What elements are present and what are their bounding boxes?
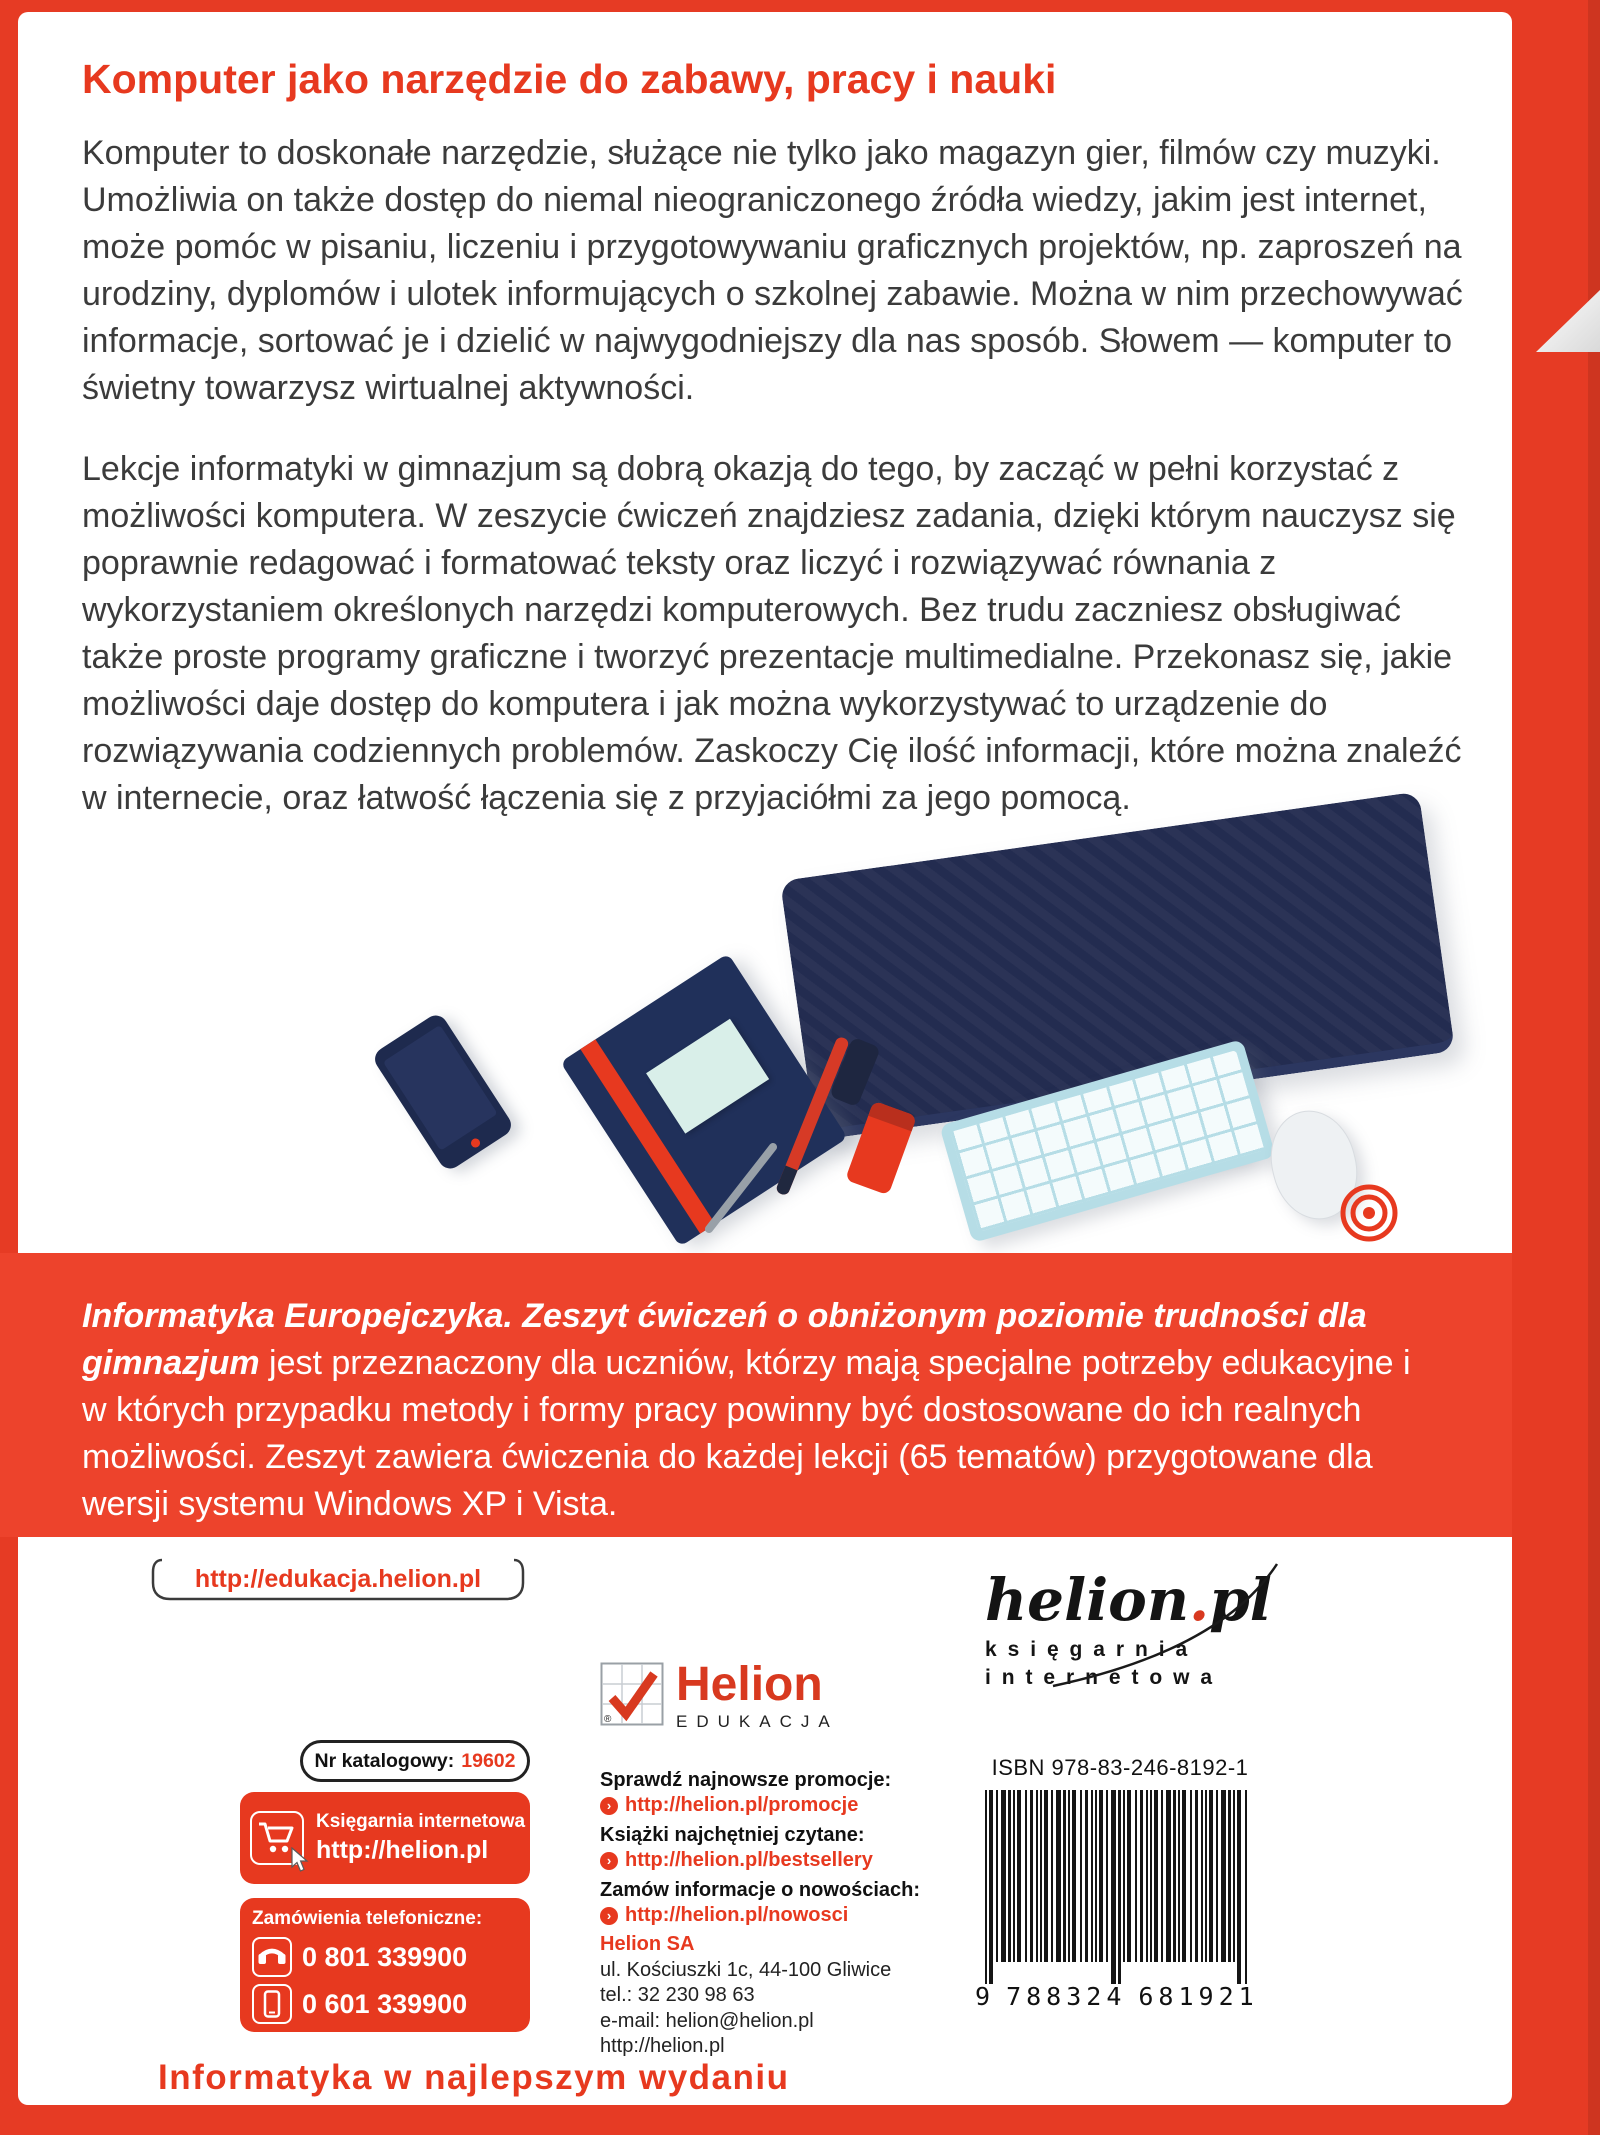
highlight-band — [0, 1253, 1512, 1537]
page-corner-notch — [1536, 290, 1600, 352]
brand-name-left: helion — [985, 1566, 1189, 1634]
edukacja-url: http://edukacja.helion.pl — [194, 1565, 482, 1593]
promo-url: http://helion.pl/nowosci — [625, 1904, 849, 1926]
promo-label: Sprawdź najnowsze promocje: — [600, 1769, 892, 1791]
promo-url: http://helion.pl/bestsellery — [625, 1849, 873, 1871]
promo-label: Zamów informacje o nowościach: — [600, 1879, 921, 1901]
promo-url: http://helion.pl/promocje — [625, 1794, 859, 1816]
brand-subtitle-line1: księgarnia — [985, 1638, 1199, 1661]
intro-paragraph-2: Lekcje informatyki w gimnazjum są dobrą okazją do tego, by zacząć w pełni korzystać z możliwości komputera. W zeszycie ćwiczeń znajdziesz zadania, dzięki którym nauczysz się poprawnie redagować i formatować teksty oraz liczyć i rozwiązywać równania z wykorzystaniem określonych narzędzi komputerowych. Bez trudu zaczniesz obsługiwać także proste programy graficzne i tworzyć prezentacje multimedialne. Przekonasz się, jakie możliwości daje dostęp do komputera i jak można wykorzystywać to urządzenie do rozwiązywania codziennych problemów. Zaskoczy Cię ilość informacji, które można znaleźć w internecie, oraz łatwość łączenia się z przyjaciółmi za jego pomocą. — [82, 450, 1462, 817]
smartphone-button — [469, 1137, 481, 1149]
publisher-name: Helion — [676, 1658, 823, 1711]
catalog-number-badge — [300, 1740, 530, 1782]
promo-links-block — [600, 1762, 930, 1927]
store-box-title: Księgarnia internetowa — [316, 1811, 526, 1832]
publisher-logo — [600, 1658, 839, 1732]
mobile-phone-icon — [263, 1990, 281, 2018]
phone-number-mobile: 0 601 339900 — [302, 1988, 468, 2019]
publisher-address-block — [600, 1932, 891, 2060]
barcode — [975, 1790, 1265, 1990]
ean-prefix: 9 — [975, 1982, 991, 2011]
publisher-division: EDUKACJA — [676, 1712, 839, 1731]
catalog-label: Nr katalogowy: — [314, 1749, 455, 1772]
orders-box-title: Zamówienia telefoniczne: — [252, 1908, 483, 1929]
sticky-note — [646, 1019, 769, 1134]
mobile-icon-tile — [252, 1984, 292, 2024]
phone-orders-box — [240, 1898, 530, 2032]
address-line: e-mail: helion@helion.pl — [600, 2009, 814, 2032]
address-line: Helion SA — [600, 1933, 695, 1955]
helion-checkmark-logo-icon — [600, 1662, 664, 1726]
helion-pl-logo — [985, 1566, 1285, 1690]
publisher-tagline: Informatyka w najlepszym wydaniu — [158, 2058, 790, 2097]
phone-icon — [257, 1944, 287, 1970]
band-series-title: Informatyka Europejczyka. Zeszyt ćwiczeń o obniżonym poziomie trudności dla gimnazjum — [82, 1297, 1367, 1382]
ean-group1: 788324 — [1006, 1982, 1127, 2011]
arrow-bullet-icon: › — [600, 1907, 618, 1925]
spiral-dot-icon: . — [1189, 1566, 1210, 1634]
online-store-box — [240, 1792, 530, 1884]
address-line: http://helion.pl — [600, 2035, 725, 2057]
store-box-url: http://helion.pl — [316, 1836, 489, 1864]
mobile-row — [252, 1984, 518, 2024]
catalog-number: 19602 — [461, 1749, 516, 1772]
address-line: ul. Kościuszki 1c, 44-100 Gliwice — [600, 1958, 892, 1981]
landline-row — [252, 1937, 518, 1977]
promo-label: Książki najchętniej czytane: — [600, 1824, 865, 1846]
promo-link — [600, 1794, 930, 1817]
brand-wordmark — [985, 1566, 1285, 1634]
ean-group2: 681921 — [1138, 1982, 1259, 2011]
cart-icon-tile — [250, 1811, 304, 1865]
spiral-icon — [1338, 1182, 1400, 1249]
promo-link — [600, 1849, 930, 1872]
arrow-bullet-icon: › — [600, 1852, 618, 1870]
promo-link — [600, 1904, 930, 1927]
brand-subtitle-line2: internetowa — [985, 1666, 1223, 1689]
barcode-digits — [975, 1982, 1265, 2011]
address-line: tel.: 32 230 98 63 — [600, 1984, 755, 2006]
edukacja-url-tab — [150, 1556, 526, 1602]
phone-number-landline: 0 801 339900 — [302, 1941, 468, 1972]
brand-name-right: pl — [1209, 1566, 1272, 1634]
page-title: Komputer jako narzędzie do zabawy, pracy i nauki — [82, 56, 1057, 102]
band-body-text: jest przeznaczony dla uczniów, którzy mają specjalne potrzeby edukacyjne i w których przypadku metody i formy pracy powinny być dostosowane do ich realnych możliwości. Zeszyt zawiera ćwiczenia do każdej lekcji (65 tematów) przygotowane dla wersji systemu Windows XP i Vista. — [82, 1344, 1411, 1523]
svg-text:®: ® — [604, 1714, 612, 1725]
intro-paragraph-1: Komputer to doskonałe narzędzie, służące nie tylko jako magazyn gier, filmów czy muzyki. Umożliwia on także dostęp do niemal nieograniczonego źródła wiedzy, jakim jest internet, może pomóc w pisaniu, liczeniu i przygotowywaniu graficznych projektów, np. zaproszeń na urodziny, dyplomów i ulotek informujących o szkolnej zabawie. Można w nim przechowywać informacje, sortować je i dzielić w najwygodniejszy dla nas sposób. Słowem — komputer to świetny towarzysz wirtualnej aktywności. — [82, 134, 1463, 407]
arrow-bullet-icon: › — [600, 1797, 618, 1815]
mouse-cursor-icon — [290, 1847, 310, 1873]
isbn-label: ISBN 978-83-246-8192-1 — [991, 1755, 1249, 1780]
phone-icon-tile — [252, 1937, 292, 1977]
